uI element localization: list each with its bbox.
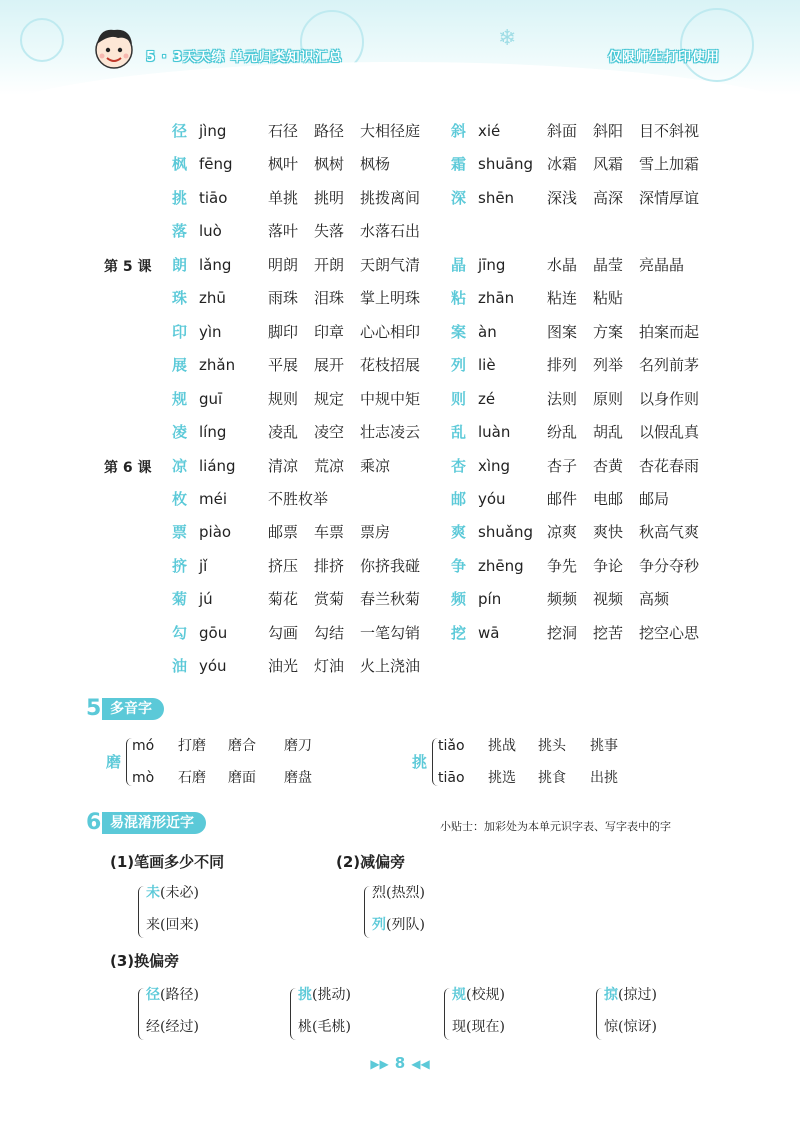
char: 落 [172,222,188,240]
pinyin: jǐ [199,557,208,575]
pair-line [146,984,199,1006]
word: 深浅 [547,189,578,207]
word: 亮晶晶 [639,256,685,274]
table-row [0,320,800,344]
word: 清凉 [268,457,299,475]
char: 凌 [172,423,188,441]
pinyin: àn [478,323,497,341]
char: 惊 [604,1019,618,1035]
example: (掠过) [618,987,657,1003]
example: (回来) [160,917,199,933]
char: 枚 [172,490,188,508]
word: 冰霜 [547,155,578,173]
word: 磨面 [228,770,256,786]
char: 晶 [451,256,467,274]
page-footer [0,1054,800,1072]
pinyin: mò [132,770,155,786]
word: 图案 [547,323,578,341]
char: 展 [172,356,188,374]
char: 凉 [172,457,188,475]
word: 规定 [314,390,345,408]
char: 印 [172,323,188,341]
pinyin: shuǎng [478,523,534,541]
word: 杏子 [547,457,578,475]
polyphonic-item [106,734,406,790]
char-pair [364,882,514,942]
polyphonic-line [132,766,312,790]
boy-mascot-icon [88,22,140,74]
section-title: 多音字 [102,698,164,720]
brace [138,886,145,938]
word: 脚印 [268,323,299,341]
word: 中规中矩 [360,390,421,408]
word: 杏花春雨 [639,457,700,475]
pinyin: zé [478,390,496,408]
lesson-label-5: 第 5 课 [104,259,152,275]
table-row [0,621,800,645]
decor-swirl [20,18,64,62]
char: 规 [172,390,188,408]
word: 风霜 [593,155,624,173]
polyphonic-line [438,766,618,790]
pinyin: fēng [199,155,233,173]
word: 电邮 [593,490,624,508]
word: 枫杨 [360,155,391,173]
table-row [0,487,800,511]
word: 石磨 [178,770,206,786]
word: 枫树 [314,155,345,173]
header-book-title: 5 · 3天天练 单元归类知识汇总 [146,50,343,65]
pinyin: jìng [199,122,227,140]
word: 掌上明珠 [360,289,421,307]
word: 斜面 [547,122,578,140]
word: 挑战 [488,738,516,754]
word: 高频 [639,590,670,608]
word: 高深 [593,189,624,207]
pair-line [604,1016,657,1038]
pinyin: liáng [199,457,236,475]
char: 频 [451,590,467,608]
word: 纷乱 [547,423,578,441]
pair-line [146,882,199,904]
word: 胡乱 [593,423,624,441]
word: 排列 [547,356,578,374]
pinyin: yóu [478,490,506,508]
example: (未必) [160,885,199,901]
table-row [0,520,800,544]
page-number: 8 [394,1054,406,1072]
char: 油 [172,657,188,675]
char: 乱 [451,423,467,441]
header-usage-note: 仅限师生打印使用 [608,50,721,65]
word: 粘连 [547,289,578,307]
highlight-char: 未 [146,885,160,901]
word: 菊花 [268,590,299,608]
pinyin: shuāng [478,155,534,173]
char: 枫 [172,155,188,173]
subheading-remove-radical: (2)减偏旁 [336,853,406,871]
brace [596,988,603,1040]
pinyin: wā [478,624,500,642]
subheading-change-radical: (3)换偏旁 [110,952,180,970]
word: 深情厚谊 [639,189,700,207]
pair-line [146,1016,199,1038]
brace [138,988,145,1040]
char: 案 [451,323,467,341]
word: 挑选 [488,770,516,786]
word: 爽快 [593,523,624,541]
table-row [0,119,800,143]
example: (热烈) [386,885,425,901]
table-row [0,253,800,277]
table-row [0,353,800,377]
highlight-char: 径 [146,987,160,1003]
word: 水晶 [547,256,578,274]
highlight-char: 列 [372,917,386,933]
word: 雪上加霜 [639,155,700,173]
example: (毛桃) [312,1019,351,1035]
table-row [0,219,800,243]
char: 来 [146,917,160,933]
word: 枫叶 [268,155,299,173]
word: 失落 [314,222,345,240]
word: 排挤 [314,557,345,575]
pinyin: gōu [199,624,228,642]
word: 规则 [268,390,299,408]
word: 挖洞 [547,624,578,642]
example: (经过) [160,1019,199,1035]
char: 桃 [298,1019,312,1035]
char: 经 [146,1019,160,1035]
pair-line [452,984,505,1006]
word: 磨合 [228,738,256,754]
word: 争论 [593,557,624,575]
table-row [0,420,800,444]
char: 菊 [172,590,188,608]
word: 一笔勾销 [360,624,421,642]
word: 乘凉 [360,457,391,475]
example: (路径) [160,987,199,1003]
pinyin: xié [478,122,501,140]
pair-line [298,1016,351,1038]
pair-line [298,984,351,1006]
word: 磨刀 [284,738,312,754]
word: 目不斜视 [639,122,700,140]
word: 赏菊 [314,590,345,608]
example: (列队) [386,917,425,933]
pinyin: piào [199,523,232,541]
polyphonic-item [412,734,712,790]
pinyin: zhēng [478,557,524,575]
word: 荒凉 [314,457,345,475]
brace [290,988,297,1040]
char: 烈 [372,885,386,901]
pinyin: jú [199,590,213,608]
snowflake-icon: ❄ [498,26,517,51]
word: 晶莹 [593,256,624,274]
word: 名列前茅 [639,356,700,374]
pinyin: tiāo [199,189,228,207]
char: 磨 [106,753,122,771]
char: 勾 [172,624,188,642]
section-number: 5 [86,696,102,721]
word: 挑明 [314,189,345,207]
pinyin: tiǎo [438,738,465,754]
char: 挤 [172,557,188,575]
table-row [0,554,800,578]
table-row [0,387,800,411]
char: 挖 [451,624,467,642]
char-pair [444,984,594,1044]
word: 挑食 [538,770,566,786]
char-pair [596,984,746,1044]
table-row [0,286,800,310]
char: 杏 [451,457,467,475]
word: 挑拨离间 [360,189,421,207]
word: 频频 [547,590,578,608]
word: 原则 [593,390,624,408]
word: 凌空 [314,423,345,441]
brace [364,886,371,938]
highlight-char: 挑 [298,987,312,1003]
char-pair [138,984,288,1044]
word: 开朗 [314,256,345,274]
word: 挑事 [590,738,618,754]
tip-note: 小贴士：加彩处为本单元识字表、写字表中的字 [440,820,671,833]
word: 勾结 [314,624,345,642]
word: 展开 [314,356,345,374]
word: 粘贴 [593,289,624,307]
char: 珠 [172,289,188,307]
pinyin: yìn [199,323,222,341]
char: 粘 [451,289,467,307]
word: 单挑 [268,189,299,207]
word: 平展 [268,356,299,374]
word: 磨盘 [284,770,312,786]
pinyin: zhǎn [199,356,236,374]
pinyin: zhū [199,289,226,307]
example: (挑动) [312,987,351,1003]
pinyin: pín [478,590,502,608]
word: 挖苦 [593,624,624,642]
char: 霜 [451,155,467,173]
word: 泪珠 [314,289,345,307]
word: 壮志凌云 [360,423,421,441]
example: (校规) [466,987,505,1003]
page-header [0,0,800,95]
char: 邮 [451,490,467,508]
decor-swirl [680,8,754,82]
table-row [0,587,800,611]
pair-line [372,882,425,904]
char: 挑 [172,189,188,207]
subheading-stroke-count: (1)笔画多少不同 [110,853,225,871]
table-row [0,454,800,478]
word: 争分夺秒 [639,557,700,575]
word: 勾画 [268,624,299,642]
polyphonic-line [438,734,618,758]
pair-line [452,1016,505,1038]
word: 打磨 [178,738,206,754]
lesson-label-6: 第 6 课 [104,460,152,476]
word: 挑头 [538,738,566,754]
word: 列举 [593,356,624,374]
word: 凌乱 [268,423,299,441]
pinyin: jīng [478,256,506,274]
section-number: 6 [86,810,102,835]
word: 花枝招展 [360,356,421,374]
pinyin: yóu [199,657,227,675]
word: 雨珠 [268,289,299,307]
table-row [0,152,800,176]
word: 以假乱真 [639,423,700,441]
pair-line [604,984,657,1006]
word: 路径 [314,122,345,140]
word: 车票 [314,523,345,541]
char: 爽 [451,523,467,541]
word: 油光 [268,657,299,675]
pinyin: shēn [478,189,515,207]
pinyin: guī [199,390,223,408]
char-pair [290,984,440,1044]
char: 深 [451,189,467,207]
char: 径 [172,122,188,140]
word: 斜阳 [593,122,624,140]
pinyin: lǎng [199,256,232,274]
pinyin: liè [478,356,496,374]
polyphonic-line [132,734,312,758]
char: 票 [172,523,188,541]
word: 方案 [593,323,624,341]
char: 则 [451,390,467,408]
char: 列 [451,356,467,374]
table-row [0,654,800,678]
word: 秋高气爽 [639,523,700,541]
pinyin: mó [132,738,155,754]
word: 票房 [360,523,391,541]
table-row [0,186,800,210]
pinyin: xìng [478,457,511,475]
highlight-char: 掠 [604,987,618,1003]
word: 出挑 [590,770,618,786]
brace [444,988,451,1040]
word: 大相径庭 [360,122,421,140]
word: 春兰秋菊 [360,590,421,608]
word: 杏黄 [593,457,624,475]
char: 挑 [412,753,428,771]
arrow-right-icon: ▶▶ [370,1057,389,1071]
pinyin: zhān [478,289,515,307]
char: 朗 [172,256,188,274]
char: 斜 [451,122,467,140]
word: 争先 [547,557,578,575]
word: 视频 [593,590,624,608]
word: 你挤我碰 [360,557,421,575]
pinyin: tiāo [438,770,465,786]
word: 水落石出 [360,222,421,240]
word: 石径 [268,122,299,140]
arrow-left-icon: ◀◀ [411,1057,430,1071]
word: 挖空心思 [639,624,700,642]
char-pair [138,882,288,942]
pinyin: líng [199,423,227,441]
word: 以身作则 [639,390,700,408]
word: 天朗气清 [360,256,421,274]
pinyin: luàn [478,423,511,441]
word: 不胜枚举 [268,490,329,508]
char: 争 [451,557,467,575]
word: 拍案而起 [639,323,700,341]
pinyin: luò [199,222,222,240]
word: 印章 [314,323,345,341]
word: 明朗 [268,256,299,274]
section-title: 易混淆形近字 [102,812,206,834]
word: 落叶 [268,222,299,240]
word: 邮局 [639,490,670,508]
word: 邮票 [268,523,299,541]
example: (惊讶) [618,1019,657,1035]
pair-line [146,914,199,936]
word: 灯油 [314,657,345,675]
word: 挤压 [268,557,299,575]
word: 法则 [547,390,578,408]
word: 心心相印 [360,323,421,341]
word: 火上浇油 [360,657,421,675]
example: (现在) [466,1019,505,1035]
word: 凉爽 [547,523,578,541]
highlight-char: 规 [452,987,466,1003]
char: 现 [452,1019,466,1035]
pinyin: méi [199,490,228,508]
pair-line [372,914,425,936]
word: 邮件 [547,490,578,508]
